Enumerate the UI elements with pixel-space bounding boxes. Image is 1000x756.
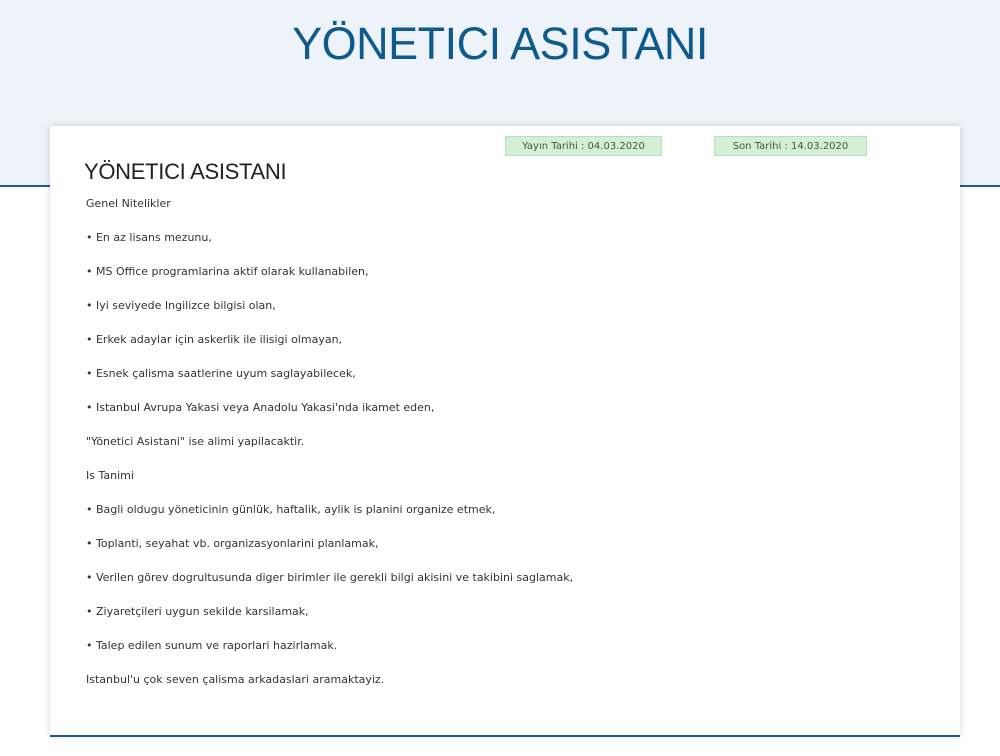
list-item: • Erkek adaylar için askerlik ile ilisigi olmayan, [86,333,343,346]
closing-statement: Istanbul'u çok seven çalisma arkadaslari aramaktayiz. [86,673,385,686]
list-item: • Iyi seviyede Ingilizce bilgisi olan, [86,299,276,312]
list-item: • Ziyaretçileri uygun sekilde karsilamak, [86,605,309,618]
list-item: • Esnek çalisma saatlerine uyum saglayabilecek, [86,367,356,380]
section-heading-job-definition: Is Tanimi [86,469,134,482]
list-item: • Toplanti, seyahat vb. organizasyonlarini planlamak, [86,537,379,550]
list-item: • Verilen görev dogrultusunda diger birimler ile gerekli bilgi akisini ve takibini saglamak, [86,571,574,584]
section-heading-general: Genel Nitelikler [86,197,171,210]
job-card [50,126,960,736]
card-bottom-divider [50,735,960,737]
list-item: • Istanbul Avrupa Yakasi veya Anadolu Yakasi'nda ikamet eden, [86,401,435,414]
list-item: • MS Office programlarina aktif olarak kullanabilen, [86,265,369,278]
list-item: • Talep edilen sunum ve raporlari hazirlamak. [86,639,338,652]
job-title: YÖNETICI ASISTANI [84,159,287,184]
end-date-badge: Son Tarihi : 14.03.2020 [714,136,867,156]
job-description [86,192,926,702]
list-item: • Bagli oldugu yöneticinin günlük, haftalik, aylik is planini organize etmek, [86,503,496,516]
publish-date-badge: Yayın Tarihi : 04.03.2020 [505,136,662,156]
recruitment-statement: "Yönetici Asistani" ise alimi yapilacaktir. [86,435,305,448]
page-title: YÖNETICI ASISTANI [292,18,708,69]
list-item: • En az lisans mezunu, [86,231,212,244]
